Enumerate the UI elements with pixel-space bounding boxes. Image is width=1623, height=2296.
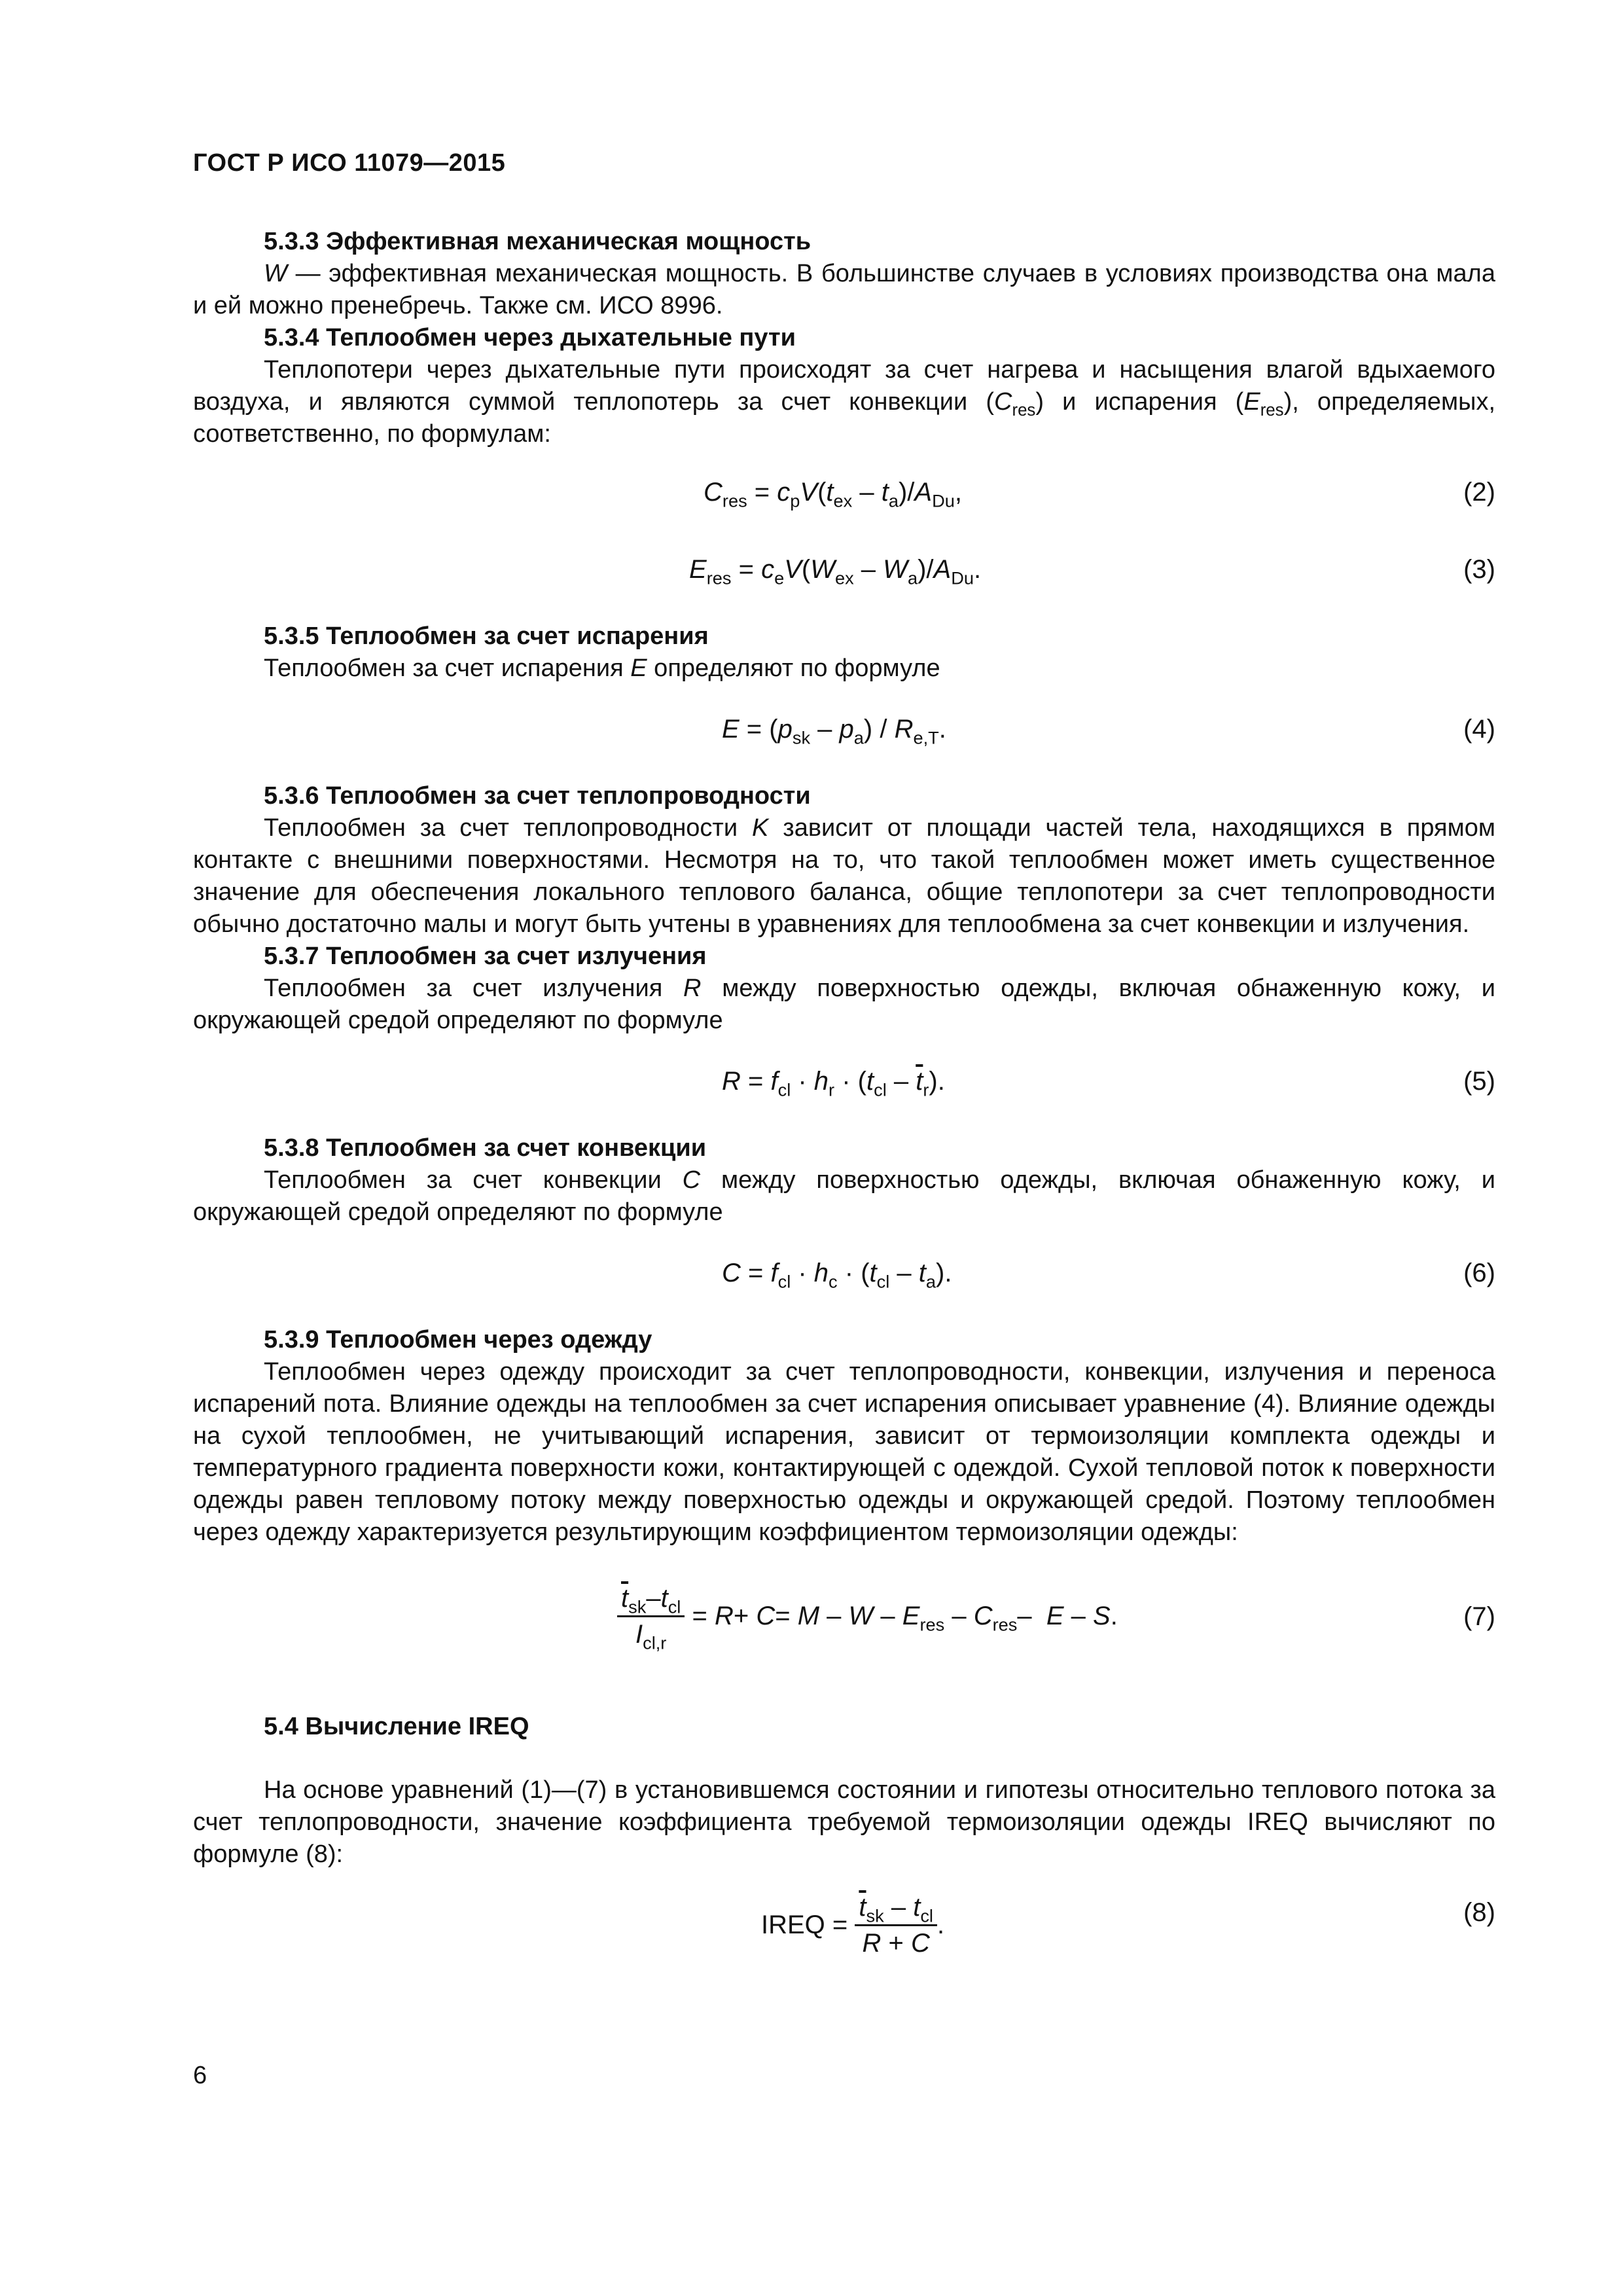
equation-6: [193, 1257, 1495, 1299]
paragraph-5-3-5: [193, 653, 1495, 685]
symbol-C: C: [682, 1166, 701, 1194]
standard-title: ГОСТ Р ИСО 11079—2015: [193, 149, 506, 177]
equation-7: [193, 1575, 1495, 1666]
equation-3: [193, 554, 1495, 596]
symbol-K: K: [752, 814, 769, 842]
formula-7: $\frac{\overline{t}_{sk}-t_{cl}}{I_{cl,r}}$ = $R+ C= M - W - E_{res} - C_{res}-$ E – S.: [617, 1581, 1118, 1651]
formula-3: $E_{res} = c_eV(W_{ex} - W_a)/A_{Du}$.: [689, 555, 982, 588]
section-heading-5-3-7: 5.3.7 Теплообмен за счет излучения: [264, 942, 707, 970]
symbol-R: R: [683, 975, 702, 1002]
equation-number-2: (2): [1463, 478, 1495, 507]
page-content: [193, 226, 1495, 2000]
equation-number-7: (7): [1463, 1602, 1495, 1631]
symbol-E: E: [630, 655, 647, 682]
paragraph-text: зависит от площади частей тела, находящихся в прямом контакте с внешними поверхностями. Несмотря на то, что такой теплообмен может иметь существенное значение для обеспечения локального теплового баланса, общие теплопотери за счет теплопроводности обычно достаточно малы и могут быть учтены в уравнениях для теплообмена за счет конвекции и излучения.: [193, 814, 1495, 938]
paragraph-text: определяют по формуле: [647, 655, 940, 682]
paragraph-text: Теплопотери через дыхательные пути происходят за счет нагрева и насыщения влагой вдыхаемого воздуха, и являются суммой теплопотерь за счет конвекции (: [193, 356, 1495, 416]
page-number: 6: [193, 2062, 207, 2089]
paragraph-text: Теплообмен за счет теплопроводности: [264, 814, 752, 842]
paragraph-5-3-6: [193, 812, 1495, 941]
paragraph-5-3-8: [193, 1164, 1495, 1229]
formula-4: $E = (p_{sk} - p_a) / R_{e,T}$.: [722, 715, 946, 748]
equation-5: [193, 1066, 1495, 1107]
formula-2: $C_{res} = c_pV(t_{ex} - t_a)/A_{Du}$,: [704, 478, 962, 511]
formula-6: $C = f_{cl} \cdot h_c \cdot (t_{cl} - t_a)$.: [722, 1259, 952, 1292]
equation-4: [193, 713, 1495, 755]
section-heading-5-3-5: 5.3.5 Теплообмен за счет испарения: [264, 622, 709, 650]
section-heading-5-4: 5.4 Вычисление IREQ: [264, 1713, 529, 1740]
section-heading-5-3-6: 5.3.6 Теплообмен за счет теплопроводности: [264, 782, 811, 810]
section-heading-5-3-3: 5.3.3 Эффективная механическая мощность: [264, 228, 812, 255]
fraction: $\frac{\overline{t}_{sk}-t_{cl}}{I_{cl,r}}$: [617, 1581, 685, 1651]
equation-number-5: (5): [1463, 1067, 1495, 1096]
paragraph-text: ) и испарения (: [1035, 388, 1244, 416]
paragraph-5-4: На основе уравнений (1)—(7) в установившемся состоянии и гипотезы относительно теплового потока за счет теплопроводности, значение коэффициента требуемой термоизоляции одежды IREQ вычисляют по формуле (8):: [193, 1776, 1495, 1868]
fraction: $\frac{\overline{t}_{sk} - t_{cl}}{R + C}$: [855, 1890, 937, 1960]
paragraph-5-3-7: [193, 973, 1495, 1037]
equation-2: [193, 476, 1495, 518]
ireq-label: IREQ: [761, 1910, 825, 1939]
equation-8: [193, 1884, 1495, 1975]
equation-number-3: (3): [1463, 555, 1495, 584]
paragraph-text: между поверхностью одежды, включая обнаженную кожу, и окружающей средой определяют по формуле: [193, 1166, 1495, 1226]
paragraph-text: между поверхностью одежды, включая обнаженную кожу, и окружающей средой определяют по формуле: [193, 975, 1495, 1034]
paragraph-5-3-4: Теплопотери через дыхательные пути происходят за счет нагрева и насыщения влагой вдыхаемого воздуха, и являются суммой теплопотерь за счет конвекции $(C_{res})$ и испарения $(E_{res})$, определяемых, соответственно, по формулам:: [193, 356, 1495, 448]
formula-5: $R = f_{cl} \cdot h_r \cdot (t_{cl} - \overline{t}_r)$.: [722, 1067, 945, 1100]
section-heading-5-3-9: 5.3.9 Теплообмен через одежду: [264, 1326, 652, 1354]
equation-number-8: (8): [1463, 1898, 1495, 1927]
equation-number-6: (6): [1463, 1259, 1495, 1287]
equation-number-4: (4): [1463, 715, 1495, 744]
symbol-W: W: [264, 260, 287, 287]
formula-8: IREQ = $\frac{\overline{t}_{sk} - t_{cl}}{R + C}$ .: [761, 1890, 944, 1960]
paragraph-text: Теплообмен за счет конвекции: [264, 1166, 683, 1194]
paragraph-text: Теплообмен за счет излучения: [264, 975, 684, 1002]
paragraph-5-3-9: Теплообмен через одежду происходит за счет теплопроводности, конвекции, излучения и переноса испарений пота. Влияние одежды на теплообмен за счет испарения описывает уравнение (4). Влияние одежды на сухой теплообмен, не учитывающий испарения, зависит от термоизоляции комплекта одежды и температурного градиента поверхности кожи, контактирующей с одеждой. Сухой тепловой поток к поверхности одежды равен тепловому потоку между поверхностью одежды и окружающей средой. Поэтому теплообмен через одежду характеризуется результирующим коэффициентом термоизоляции одежды:: [193, 1358, 1495, 1546]
paragraph-text: — эффективная механическая мощность. В большинстве случаев в условиях производства она мала и ей можно пренебречь. Также см. ИСО 8996.: [193, 260, 1495, 319]
section-heading-5-3-8: 5.3.8 Теплообмен за счет конвекции: [264, 1134, 707, 1162]
section-heading-5-3-4: 5.3.4 Теплообмен через дыхательные пути: [264, 324, 796, 351]
paragraph-5-3-3: [193, 258, 1495, 322]
paragraph-text: ), определяемых, соответственно, по формулам:: [193, 388, 1495, 448]
paragraph-text: Теплообмен за счет испарения: [264, 655, 631, 682]
